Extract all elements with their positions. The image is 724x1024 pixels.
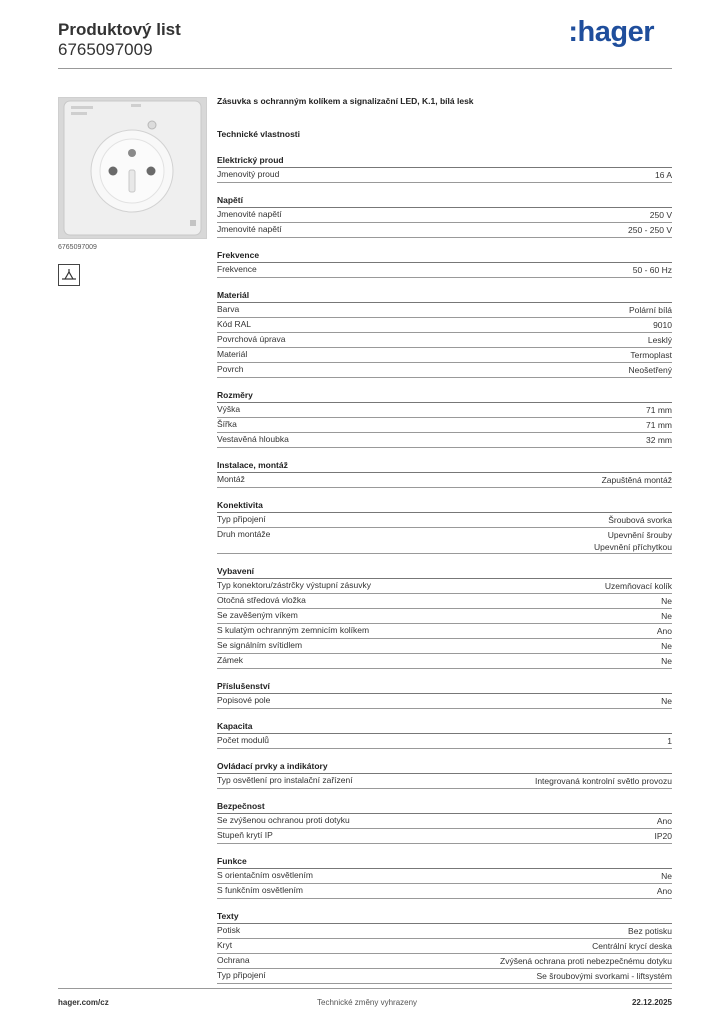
property-row [217,473,672,488]
property-label: Jmenovité napětí [217,224,282,234]
property-value [661,655,672,668]
property-label: Se signálním svítidlem [217,640,303,650]
property-label: Typ připojení [217,970,266,980]
property-group [217,290,672,378]
property-value-text: Neošetřený [628,365,672,375]
property-group [217,460,672,488]
group-title: Texty [217,911,672,924]
property-value [661,610,672,623]
property-label: Výška [217,404,241,414]
property-label: Typ připojení [217,514,266,524]
property-row [217,263,672,278]
footer-website: hager.com/cz [58,998,109,1007]
property-label: Kryt [217,940,233,950]
property-label: Jmenovité napětí [217,209,282,219]
property-row [217,654,672,669]
property-value [653,319,672,332]
property-label: Typ osvětlení pro instalační zařízení [217,775,353,785]
property-row [217,223,672,238]
header-divider [58,68,672,69]
property-value-text: Ne [661,696,672,706]
property-label: Povrch [217,364,244,374]
document-title: Produktový list [58,20,181,39]
group-title: Kapacita [217,721,672,734]
technical-properties-title: Technické vlastnosti [217,129,300,139]
property-value [605,580,672,593]
property-value [646,419,672,432]
property-value [661,695,672,708]
property-group [217,500,672,554]
property-label: Jmenovitý proud [217,169,280,179]
property-group [217,721,672,749]
property-value [667,735,672,748]
group-title: Funkce [217,856,672,869]
property-label: Otočná středová vložka [217,595,306,605]
document-number: 6765097009 [58,40,153,59]
footer-disclaimer: Technické změny vyhrazeny [317,998,418,1007]
property-value [655,830,673,843]
property-group [217,390,672,448]
property-group [217,856,672,899]
product-name: Zásuvka s ochranným kolíkem a signalizační LED, K.1, bílá lesk [217,96,474,106]
property-value-text: Integrovaná kontrolní světlo provozu [534,776,672,786]
header [58,20,181,60]
property-value [657,815,672,828]
group-title: Frekvence [217,250,672,263]
property-label: Se zavěšeným víkem [217,610,298,620]
property-row [217,433,672,448]
property-label: Vestavěná hloubka [217,434,289,444]
property-value-text: 32 mm [646,435,672,445]
property-value [608,514,672,527]
footer-date: 22.12.2025 [631,998,672,1007]
property-group [217,155,672,183]
property-row [217,939,672,954]
property-value-text: 50 - 60 Hz [632,265,672,275]
property-value [628,224,672,237]
property-label: S kulatým ochranným zemnicím kolíkem [217,625,370,635]
property-group [217,761,672,789]
property-group [217,911,672,984]
property-value-text: Lesklý [647,335,672,345]
property-value-text: IP20 [654,831,672,841]
property-label: Ochrana [217,955,250,965]
property-value [629,364,672,377]
property-value [602,474,672,487]
property-row [217,403,672,418]
image-code: 6765097009 [58,244,97,251]
property-label: Druh montáže [217,529,271,539]
property-row [217,639,672,654]
property-value-text: Zapuštěná montáž [601,475,672,485]
property-value-text: Ano [656,816,672,826]
property-value [657,885,672,898]
property-row [217,168,672,183]
property-row [217,363,672,378]
product-content [217,96,672,984]
socket-illustration [59,98,206,238]
property-row [217,734,672,749]
property-value [592,940,672,953]
property-label: Popisové pole [217,695,271,705]
property-row [217,969,672,984]
group-title: Rozměry [217,390,672,403]
property-label: S funkčním osvětlením [217,885,303,895]
property-row [217,624,672,639]
property-value-text: 71 mm [646,420,672,430]
property-value [648,334,672,347]
property-value-text: Zvýšená ochrana proti nebezpečnému dotyku [500,956,672,966]
property-value-text: Uzemňovací kolík [604,581,672,591]
property-row [217,303,672,318]
group-title: Bezpečnost [217,801,672,814]
property-value [629,304,672,317]
property-label: Materiál [217,349,248,359]
property-value [633,264,672,277]
property-label: Zámek [217,655,243,665]
property-group [217,250,672,278]
property-value-text: Upevnění příchytkou [594,542,672,552]
property-value-text: Se šroubovými svorkami - liftsystém [536,971,672,981]
property-group [217,681,672,709]
property-value-text: Ne [661,596,672,606]
property-label: Kód RAL [217,319,252,329]
property-value-text: 250 V [649,210,672,220]
property-value [628,925,672,938]
property-value-text: 1 [667,736,672,746]
property-row [217,774,672,789]
property-label: Se zvýšenou ochranou proti dotyku [217,815,350,825]
property-row [217,418,672,433]
property-value [500,955,672,968]
property-row [217,594,672,609]
property-label: S orientačním osvětlením [217,870,313,880]
product-image [58,97,207,239]
group-title: Elektrický proud [217,155,672,168]
group-title: Instalace, montáž [217,460,672,473]
property-row [217,924,672,939]
property-label: Frekvence [217,264,257,274]
property-value-text: Termoplast [630,350,672,360]
property-value [657,625,672,638]
property-label: Počet modulů [217,735,269,745]
property-value-text: Centrální krycí deska [592,941,672,951]
group-title: Konektivita [217,500,672,513]
property-value [594,529,672,553]
property-label: Potisk [217,925,241,935]
property-value-text: 16 A [654,170,672,180]
property-row [217,869,672,884]
property-label: Povrchová úprava [217,334,286,344]
property-value [650,209,672,222]
property-row [217,348,672,363]
property-label: Montáž [217,474,245,484]
property-row [217,513,672,528]
property-row [217,814,672,829]
property-value-text: 9010 [653,320,672,330]
property-label: Šířka [217,419,237,429]
group-title: Příslušenství [217,681,672,694]
property-value [535,775,672,788]
property-row [217,954,672,969]
property-row [217,694,672,709]
property-value-text: Upevnění šrouby [607,530,672,540]
property-row [217,318,672,333]
property-row [217,333,672,348]
property-row [217,528,672,554]
property-label: Stupeň krytí IP [217,830,273,840]
property-value-text: Ne [661,641,672,651]
property-value [536,970,672,983]
group-title: Ovládací prvky a indikátory [217,761,672,774]
property-row [217,829,672,844]
property-value-text: Ne [661,871,672,881]
property-group [217,195,672,238]
property-value [655,169,672,182]
property-label: Barva [217,304,240,314]
footer-divider [58,988,672,989]
property-value-text: 250 - 250 V [628,225,672,235]
hager-logo: :hager [568,16,654,48]
property-group [217,801,672,844]
property-row [217,609,672,624]
property-value-text: Ne [661,611,672,621]
property-value-text: Bez potisku [628,926,672,936]
property-group [217,566,672,669]
property-label: Typ konektoru/zástrčky výstupní zásuvky [217,580,372,590]
property-value-text: Ano [656,626,672,636]
property-value-text: 71 mm [646,405,672,415]
property-value [661,870,672,883]
property-value [661,595,672,608]
property-value-text: Polární bílá [629,305,672,315]
flush-mount-icon [58,264,80,286]
property-value-text: Šroubová svorka [608,515,672,525]
property-row [217,579,672,594]
property-row [217,208,672,223]
property-value [630,349,672,362]
property-value [646,404,672,417]
group-title: Napětí [217,195,672,208]
group-title: Vybavení [217,566,672,579]
property-value-text: Ne [661,656,672,666]
group-title: Materiál [217,290,672,303]
property-value [646,434,672,447]
property-value [661,640,672,653]
property-groups [217,155,672,984]
property-value-text: Ano [656,886,672,896]
property-row [217,884,672,899]
